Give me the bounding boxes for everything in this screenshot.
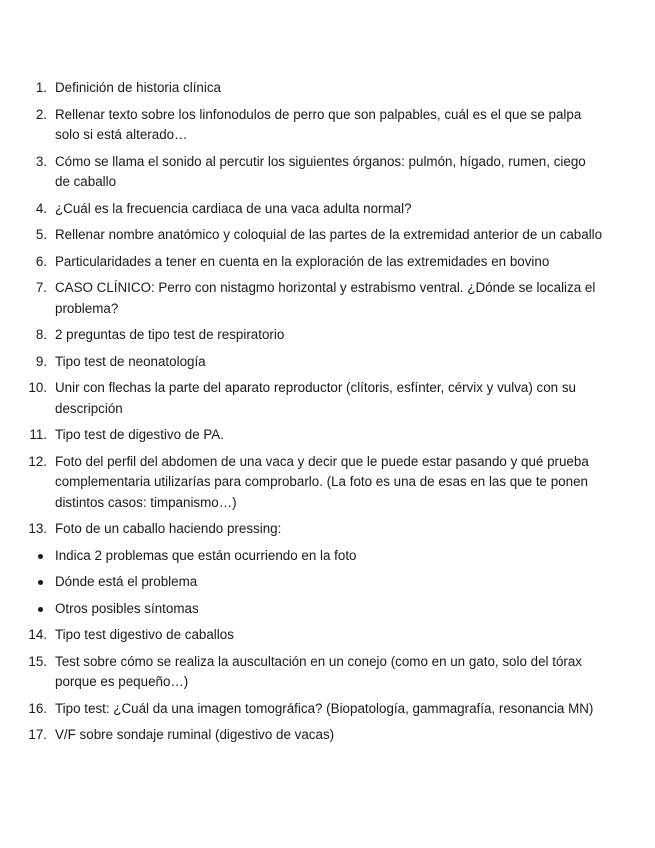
- item-text: Unir con flechas la parte del aparato reproductor (clítoris, esfínter, cérvix y vulva) con su descripción: [55, 380, 576, 416]
- list-item: [0, 252, 655, 273]
- bullet-icon: [38, 554, 43, 559]
- item-text: Foto del perfil del abdomen de una vaca y decir que le puede estar pasando y qué prueba complementaria utilizarías para comprobarlo. (La foto es una de esas en las que te ponen distintos casos: timpanismo…): [55, 453, 589, 510]
- item-number: 2.: [35, 106, 47, 122]
- item-number: 11.: [29, 427, 47, 442]
- bullet-icon: [38, 607, 43, 612]
- item-number: 4.: [35, 200, 47, 216]
- item-text: Tipo test digestivo de caballos: [55, 627, 234, 642]
- item-text: Tipo test: ¿Cuál da una imagen tomográfica? (Biopatología, gammagrafía, resonancia MN): [55, 700, 594, 716]
- list-item: [0, 325, 655, 346]
- item-number: 7.: [35, 280, 47, 295]
- item-number: 6.: [35, 253, 47, 269]
- item-text: 2 preguntas de tipo test de respiratorio: [55, 327, 285, 342]
- item-text: CASO CLÍNICO: Perro con nistagmo horizontal y estrabismo ventral. ¿Dónde se localiza el problema?: [55, 280, 596, 316]
- bullet-icon: [38, 580, 43, 585]
- item-text: Rellenar nombre anatómico y coloquial de las partes de la extremidad anterior de un caballo: [55, 227, 603, 242]
- item-text: Tipo test de digestivo de PA.: [55, 427, 224, 442]
- list-item: [0, 699, 655, 720]
- list-item: [0, 652, 655, 693]
- item-text: Rellenar texto sobre los linfonodulos de perro que son palpables, cuál es el que se palpa solo si está alterado…: [55, 106, 582, 142]
- list-item: [0, 625, 655, 646]
- item-text: Cómo se llama el sonido al percutir los siguientes órganos: pulmón, hígado, rumen, ciego de caballo: [55, 153, 586, 189]
- item-number: 17.: [28, 727, 47, 742]
- list-item: [0, 425, 655, 446]
- item-number: 12.: [28, 453, 47, 469]
- item-text: Particularidades a tener en cuenta en la exploración de las extremidades en bovino: [55, 253, 550, 269]
- list-item: [0, 199, 655, 220]
- list-item: [0, 78, 655, 99]
- item-number: 15.: [28, 653, 47, 669]
- item-text: Foto de un caballo haciendo pressing:: [55, 521, 282, 536]
- bullet-text: Dónde está el problema: [55, 574, 198, 589]
- bullet-item: [0, 599, 655, 620]
- item-number: 14.: [28, 627, 47, 642]
- question-list: [0, 78, 655, 742]
- list-item: [0, 225, 655, 246]
- item-number: 8.: [35, 327, 47, 342]
- list-item: [0, 278, 655, 319]
- item-number: 9.: [35, 353, 47, 369]
- item-number: 10.: [28, 380, 47, 395]
- item-text: Definición de historia clínica: [55, 80, 221, 95]
- list-item: [0, 452, 655, 514]
- item-number: 3.: [35, 153, 47, 169]
- item-text: Test sobre cómo se realiza la auscultación en un conejo (como en un gato, solo del tórax porque es pequeño…): [55, 653, 583, 689]
- item-number: 5.: [35, 227, 47, 242]
- bullet-text: Indica 2 problemas que están ocurriendo en la foto: [55, 547, 357, 563]
- list-item: [0, 725, 655, 746]
- list-item: [0, 152, 655, 193]
- item-text: V/F sobre sondaje ruminal (digestivo de vacas): [55, 727, 335, 742]
- list-item: [0, 105, 655, 146]
- item-text: Tipo test de neonatología: [55, 353, 206, 369]
- item-number: 16.: [28, 700, 47, 716]
- list-item: [0, 519, 655, 540]
- item-number: 13.: [28, 521, 47, 536]
- bullet-text: Otros posibles síntomas: [55, 600, 199, 616]
- bullet-item: [0, 572, 655, 593]
- item-number: 1.: [35, 80, 47, 95]
- item-text: ¿Cuál es la frecuencia cardiaca de una vaca adulta normal?: [55, 200, 412, 216]
- bullet-item: [0, 546, 655, 567]
- list-item: [0, 378, 655, 419]
- list-item: [0, 352, 655, 373]
